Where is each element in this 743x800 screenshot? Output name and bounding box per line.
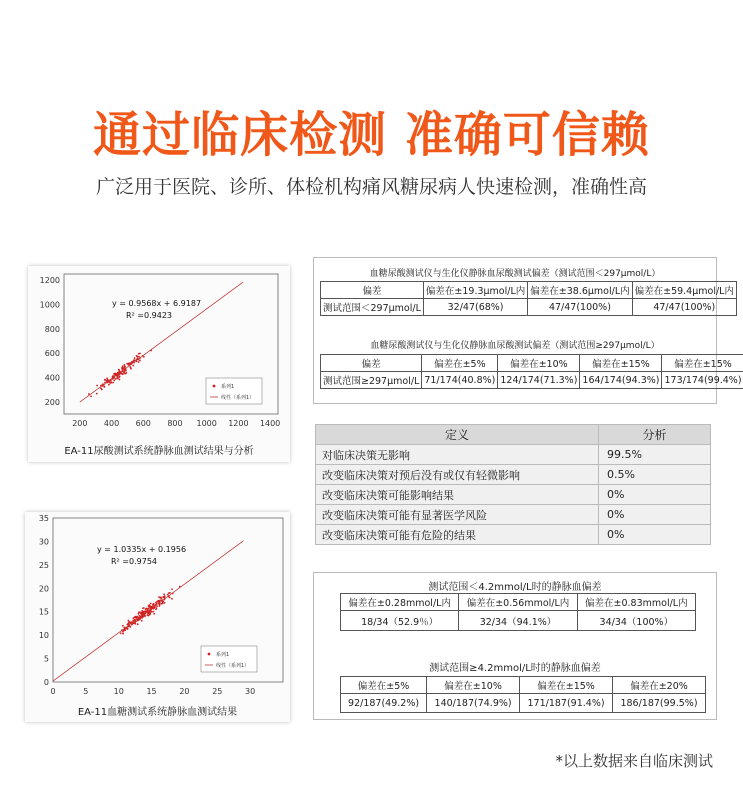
- uric-head1-cell: 偏差: [321, 282, 424, 299]
- regression-equation: y = 0.9568x + 6.9187: [112, 299, 202, 308]
- glucose-row1-cell: 18/34（52.9％）: [341, 611, 459, 631]
- data-point: [138, 353, 140, 355]
- page-subtitle: 广泛用于医院、诊所、体检机构痛风糖尿病人快速检测，准确性高: [95, 176, 647, 198]
- data-point: [143, 356, 145, 358]
- uric-acid-chart-photo: [28, 266, 290, 462]
- data-point: [171, 588, 173, 590]
- data-point: [125, 372, 127, 374]
- uric-row2-cell: 124/174(71.3%): [498, 372, 580, 389]
- glucose-scatter-chart: [25, 512, 290, 698]
- x-tick-label: 15: [146, 687, 157, 696]
- glucose-bias-table-2: [340, 676, 706, 713]
- data-point: [123, 372, 125, 374]
- uric-acid-scatter-chart: [28, 266, 290, 442]
- definition-header: 定义: [316, 425, 599, 445]
- x-tick-label: 20: [179, 687, 190, 696]
- y-tick-label: 200: [44, 397, 60, 407]
- definition-cell: 改变临床决策可能影响结果: [316, 485, 599, 505]
- data-point: [153, 603, 155, 605]
- uric-row2-cell: 164/174(94.3%): [580, 372, 662, 389]
- definition-analysis-table: [315, 424, 711, 545]
- data-point: [143, 616, 145, 618]
- uric-row1-cell: 测试范围＜297μmol/L: [321, 299, 424, 316]
- y-tick-label: 1000: [39, 300, 60, 310]
- analysis-cell: 0.5%: [599, 465, 711, 485]
- x-tick-label: 25: [212, 687, 223, 696]
- data-point: [150, 603, 152, 605]
- data-point: [123, 367, 125, 369]
- glucose-row1-cell: 34/34（100%）: [577, 611, 695, 631]
- glucose-head1-cell: 偏差在±0.83mmol/L内: [577, 594, 695, 611]
- uric-bias-table-2: [320, 354, 743, 389]
- data-point: [126, 363, 128, 365]
- glucose-head2-cell: 偏差在±20%: [613, 677, 706, 694]
- glucose-row2-cell: 186/187(99.5%): [613, 694, 706, 713]
- data-point: [150, 606, 152, 608]
- r-squared-label: R² =0.9423: [126, 311, 173, 320]
- data-point: [90, 395, 92, 397]
- data-point: [138, 615, 140, 617]
- data-point: [142, 607, 144, 609]
- legend-series-label: 系列1: [216, 652, 230, 658]
- data-point: [162, 601, 164, 603]
- data-point: [148, 605, 150, 607]
- data-point: [139, 360, 141, 362]
- data-point: [158, 596, 160, 598]
- data-point: [149, 613, 151, 615]
- data-point: [171, 598, 173, 600]
- y-tick-label: 5: [43, 654, 49, 664]
- x-tick-label: 600: [135, 419, 151, 428]
- glucose-bias-table-1: [340, 593, 696, 631]
- data-point: [123, 364, 125, 366]
- data-point: [122, 373, 124, 375]
- uric-table-title-2: 血糖尿酸测试仪与生化仪静脉血尿酸测试偏差（测试范围≥297μmol/L）: [370, 341, 660, 351]
- x-tick-label: 1000: [196, 419, 217, 428]
- data-point: [134, 357, 136, 359]
- data-point: [122, 633, 124, 635]
- glucose-bias-card: [313, 572, 717, 720]
- x-tick-label: 1200: [228, 419, 249, 428]
- data-point: [119, 379, 121, 381]
- data-point: [111, 382, 113, 384]
- data-point: [112, 382, 114, 384]
- glucose-row1-cell: 32/34（94.1%）: [459, 611, 577, 631]
- x-tick-label: 800: [167, 419, 183, 428]
- data-point: [131, 624, 133, 626]
- uric-bias-table-1: [320, 281, 737, 316]
- data-point: [122, 631, 124, 633]
- analysis-cell: 99.5%: [599, 445, 711, 465]
- data-point: [96, 385, 98, 387]
- data-point: [137, 623, 139, 625]
- glucose-table-title-1: 测试范围＜4.2mmol/L时的静脉血偏差: [428, 582, 602, 593]
- data-point: [116, 377, 118, 379]
- data-point: [139, 612, 141, 614]
- data-point: [96, 393, 98, 395]
- data-point: [138, 619, 140, 621]
- glucose-row2-cell: 171/187(91.4%): [520, 694, 613, 713]
- data-point: [129, 366, 131, 368]
- data-point: [148, 608, 150, 610]
- data-point: [159, 604, 161, 606]
- data-point: [134, 622, 136, 624]
- uric-table-title-1: 血糖尿酸测试仪与生化仪静脉血尿酸测试偏差（测试范围＜297μmol/L）: [369, 269, 661, 279]
- analysis-cell: 0%: [599, 525, 711, 545]
- uric-head1-cell: 偏差在±59.4μmol/L内: [632, 282, 736, 299]
- legend-trend-label: 线性（系列1）: [216, 663, 250, 669]
- y-tick-label: 20: [38, 584, 49, 594]
- x-tick-label: 10: [113, 687, 124, 696]
- data-point: [156, 605, 158, 607]
- y-tick-label: 30: [38, 537, 49, 547]
- analysis-cell: 0%: [599, 485, 711, 505]
- analysis-header: 分析: [599, 425, 711, 445]
- data-point: [108, 384, 110, 386]
- data-point: [153, 611, 155, 613]
- y-tick-label: 10: [38, 631, 49, 641]
- data-point: [101, 389, 103, 391]
- y-tick-label: 0: [43, 678, 49, 687]
- data-point: [132, 365, 134, 367]
- data-point: [141, 613, 143, 615]
- data-point: [113, 373, 115, 375]
- x-tick-label: 5: [83, 687, 89, 696]
- data-point: [163, 593, 165, 595]
- data-point: [160, 597, 162, 599]
- data-point: [143, 612, 145, 614]
- data-point: [103, 386, 105, 388]
- legend-trend-label: 线性（系列1）: [221, 395, 255, 401]
- glucose-chart-caption: EA-11血糖测试系统静脉血测试结果: [77, 707, 238, 718]
- data-point: [149, 611, 151, 613]
- uric-row1-cell: 47/47(100%): [528, 299, 632, 316]
- glucose-chart-photo: [25, 512, 290, 722]
- glucose-table-title-2: 测试范围≥4.2mmol/L时的静脉血偏差: [429, 663, 601, 674]
- data-point: [163, 596, 165, 598]
- data-point: [169, 592, 171, 594]
- y-tick-label: 35: [38, 514, 49, 523]
- x-tick-label: 30: [245, 687, 256, 696]
- data-point: [106, 380, 108, 382]
- y-tick-label: 800: [44, 324, 60, 334]
- y-tick-label: 400: [44, 373, 60, 383]
- uric-row2-cell: 测试范围≥297μmol/L: [321, 372, 422, 389]
- data-point: [129, 621, 131, 623]
- legend-series-label: 系列1: [221, 384, 235, 390]
- data-point: [136, 616, 138, 618]
- data-point: [156, 601, 158, 603]
- data-point: [118, 369, 120, 371]
- legend-series-marker: [213, 385, 216, 388]
- data-point: [132, 620, 134, 622]
- data-point: [156, 607, 158, 609]
- legend-series-marker: [208, 653, 211, 656]
- page-title: 通过临床检测 准确可信赖: [93, 107, 650, 163]
- data-point: [153, 613, 155, 615]
- uric-head2-cell: 偏差在±10%: [498, 355, 580, 372]
- data-point: [122, 625, 124, 627]
- data-point: [122, 368, 124, 370]
- definition-cell: 改变临床决策可能有危险的结果: [316, 525, 599, 545]
- data-point: [164, 602, 166, 604]
- y-tick-label: 1200: [39, 276, 60, 286]
- x-tick-label: 1400: [259, 419, 281, 428]
- glucose-head2-cell: 偏差在±5%: [341, 677, 427, 694]
- data-point: [127, 624, 129, 626]
- data-point: [137, 613, 139, 615]
- data-point: [141, 620, 143, 622]
- uric-row1-cell: 32/47(68%): [423, 299, 527, 316]
- uric-acid-bias-card: [313, 257, 742, 404]
- x-tick-label: 0: [50, 687, 56, 696]
- analysis-cell: 0%: [599, 505, 711, 525]
- data-point: [119, 375, 121, 377]
- data-point: [120, 632, 122, 634]
- data-point: [138, 361, 140, 363]
- data-point: [133, 360, 135, 362]
- y-tick-label: 25: [38, 560, 49, 570]
- data-point: [127, 628, 129, 630]
- glucose-head2-cell: 偏差在±15%: [520, 677, 613, 694]
- uric-head2-cell: 偏差在±15%: [580, 355, 662, 372]
- glucose-head1-cell: 偏差在±0.56mmol/L内: [459, 594, 577, 611]
- glucose-head2-cell: 偏差在±10%: [427, 677, 520, 694]
- y-tick-label: 600: [44, 349, 60, 359]
- data-point: [145, 608, 147, 610]
- y-tick-label: 15: [38, 607, 49, 617]
- uric-head1-cell: 偏差在±38.6μmol/L内: [528, 282, 632, 299]
- r-squared-label: R² =0.9754: [111, 557, 158, 566]
- data-point: [136, 355, 138, 357]
- data-point: [138, 356, 140, 358]
- uric-head2-cell: 偏差: [321, 355, 422, 372]
- glucose-row2-cell: 140/187(74.9%): [427, 694, 520, 713]
- uric-row2-cell: 173/174(99.4%): [662, 372, 743, 389]
- uric-row1-cell: 47/47(100%): [632, 299, 736, 316]
- x-tick-label: 200: [72, 419, 88, 428]
- definition-cell: 对临床决策无影响: [316, 445, 599, 465]
- data-point: [147, 614, 149, 616]
- x-tick-label: 400: [103, 419, 120, 428]
- uric-head2-cell: 偏差在±5%: [422, 355, 498, 372]
- uric-head2-cell: 偏差在±15%: [662, 355, 743, 372]
- data-point: [113, 380, 115, 382]
- footer-note: *以上数据来自临床测试: [555, 752, 713, 770]
- uric-chart-caption: EA-11尿酸测试系统静脉血测试结果与分析: [64, 446, 254, 457]
- uric-head1-cell: 偏差在±19.3μmol/L内: [423, 282, 527, 299]
- glucose-head1-cell: 偏差在±0.28mmol/L内: [341, 594, 459, 611]
- data-point: [129, 626, 131, 628]
- data-point: [132, 617, 134, 619]
- regression-equation: y = 1.0335x + 0.1956: [97, 545, 187, 554]
- uric-row2-cell: 71/174(40.8%): [422, 372, 498, 389]
- glucose-row2-cell: 92/187(49.2%): [341, 694, 427, 713]
- definition-cell: 改变临床决策对预后没有或仅有轻微影响: [316, 465, 599, 485]
- definition-cell: 改变临床决策可能有显著医学风险: [316, 505, 599, 525]
